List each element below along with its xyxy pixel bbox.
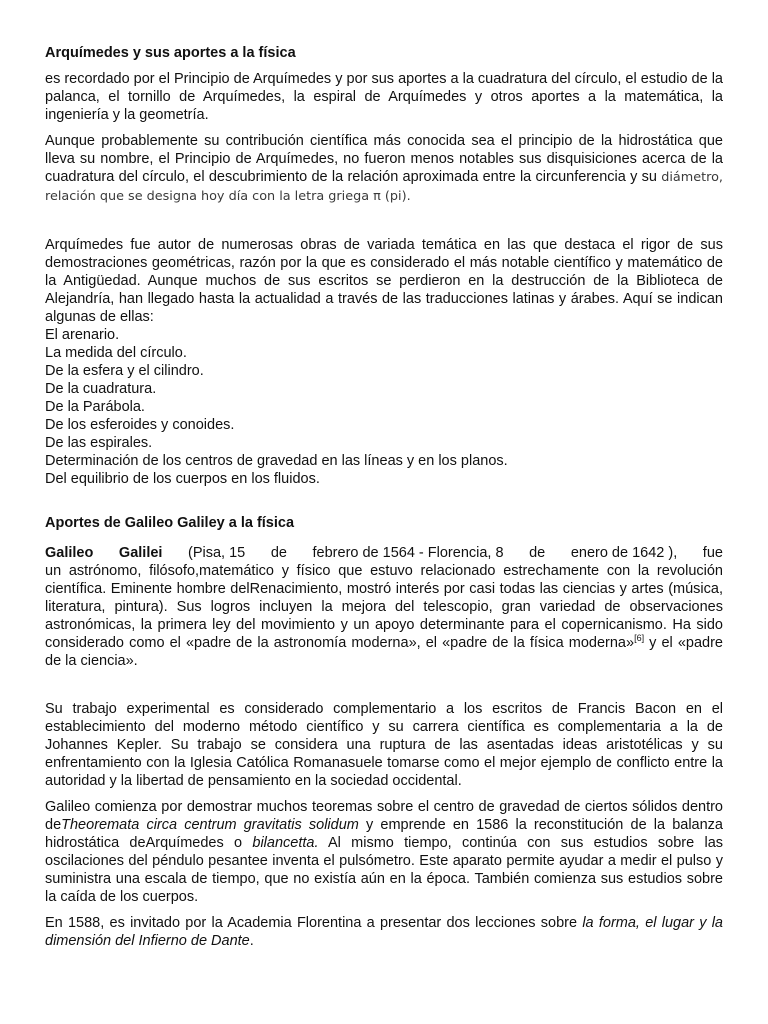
paragraph-galileo-theorems <box>45 798 723 906</box>
paragraph-galileo-experimental: Su trabajo experimental es considerado complementario a los escritos de Francis Bacon en el establecimiento del moderno método científico y su carrera científica es complementaria a la de Johannes Kepler. Su trabajo se considera una ruptura de las asentadas ideas aristotélicas y su enfrentamiento con la Iglesia Católica Romanasuele tomarse como el mejor ejemplo de conflicto entre la autoridad y la libertad de pensamiento en la sociedad occidental. <box>45 701 723 789</box>
lead-word: de <box>270 545 287 561</box>
paragraph-text: un astrónomo, filósofo,matemático y físico que estuvo relacionado estrechamente con la revolución científica. Eminente hombre delRenacimiento, mostró interés por casi todas las ciencias y artes (música, literatura, pintura). Sus logros incluyen la mejora del telescopio, gran variedad de observaciones astronómicas, la primera ley del movimiento y un apoyo determinante para el copernicanismo. Ha sido considerado como el «padre de la astronomía moderna», el «padre de la física moderna» <box>45 563 723 651</box>
works-list <box>45 326 723 488</box>
section-heading-galileo: Aportes de Galileo Galiley a la física <box>45 515 295 531</box>
paragraph-text: . <box>249 933 254 949</box>
italic-term: bilancetta. <box>252 835 319 851</box>
paragraph-archimedes-contribution <box>45 132 723 206</box>
paragraph-archimedes-intro: es recordado por el Principio de Arquímedes y por sus aportes a la cuadratura del círculo, el estudio de la palanca, el tornillo de Arquímedes, la espiral de Arquímedes y otros aportes a la matemática, la ingeniería y la geometría. <box>45 71 723 123</box>
paragraph-text: En 1588, es invitado por la Academia Florentina a presentar dos lecciones sobre <box>45 915 583 931</box>
list-item: De la Parábola. <box>45 399 145 415</box>
paragraph-text: y emprende en 1586 la reconstitución de la balanza hidrostática deArquímedes o <box>45 817 723 851</box>
italic-title: Theoremata circa centrum gravitatis solidum <box>61 817 359 833</box>
paragraph-text: y el «padre de la ciencia». <box>45 635 723 669</box>
italic-title: la forma, el lugar y la dimensión del Infierno de Dante <box>45 915 723 949</box>
galileo-name-last: Galilei <box>118 545 163 561</box>
lead-word: de <box>529 545 546 561</box>
list-item: De los esferoides y conoides. <box>45 417 235 433</box>
paragraph-text: Al mismo tiempo, continúa con sus estudios sobre las oscilaciones del péndulo pesantee inventa el pulsómetro. Este aparato permite ayudar a medir el pulso y suministra una escala de tiempo, que no existía aún en la época. También comienza sus estudios sobre la caída de los cuerpos. <box>45 835 724 905</box>
list-item: De las espirales. <box>45 435 153 451</box>
list-item: Determinación de los centros de gravedad en las líneas y en los planos. <box>45 453 508 469</box>
list-item: De la esfera y el cilindro. <box>45 363 204 379</box>
galileo-name-first: Galileo <box>45 545 94 561</box>
lead-word: fue <box>702 545 723 561</box>
lead-word: (Pisa, 15 <box>188 545 246 561</box>
list-item: La medida del círculo. <box>45 345 187 361</box>
paragraph-archimedes-works: Arquímedes fue autor de numerosas obras de variada temática en las que destaca el rigor de sus demostraciones geométricas, razón por la que es considerado el más notable científico y matemático de la Antigüedad. Aunque muchos de sus escritos se perdieron en la destrucción de la Biblioteca de Alejandría, han llegado hasta la actualidad a través de las traducciones latinas y árabes. Aquí se indican algunas de ellas: <box>45 237 723 325</box>
list-item: Del equilibrio de los cuerpos en los fluidos. <box>45 471 320 487</box>
document-page <box>45 44 723 950</box>
galileo-lead-line <box>45 544 723 562</box>
list-item: El arenario. <box>45 327 120 343</box>
lead-word: enero de 1642 ), <box>570 545 678 561</box>
paragraph-text: Aunque probablemente su contribución científica más conocida sea el principio de la hidrostática que lleva su nombre, el Principio de Arquímedes, no fueron menos notables sus disquisiciones acerca de la cuadratura del círculo, el descubrimiento de la relación aproximada entre la circunferencia y su <box>45 133 723 185</box>
paragraph-galileo-academy <box>45 914 723 950</box>
section-heading-archimedes: Arquímedes y sus aportes a la física <box>45 45 296 61</box>
paragraph-galileo-bio <box>45 562 723 670</box>
lead-word: febrero de 1564 - Florencia, 8 <box>312 545 504 561</box>
paragraph-pi-tail: diámetro, relación que se designa hoy día con la letra griega π (pi). <box>45 170 723 204</box>
list-item: De la cuadratura. <box>45 381 157 397</box>
citation-link[interactable]: [6] <box>634 633 645 644</box>
paragraph-text: Galileo comienza por demostrar muchos teoremas sobre el centro de gravedad de ciertos sólidos dentro de <box>45 799 723 833</box>
